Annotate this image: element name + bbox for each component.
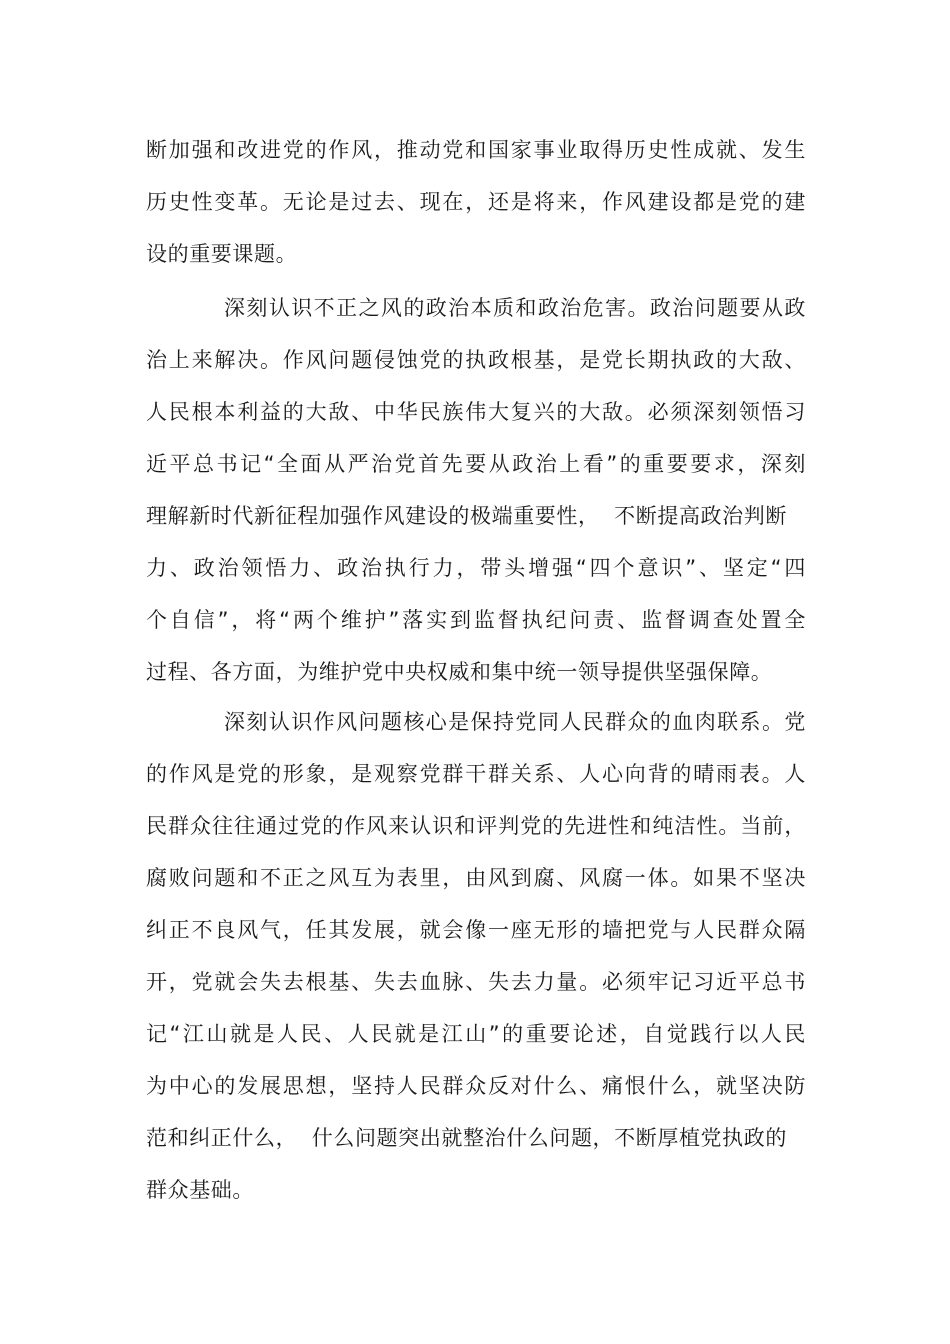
paragraph-line: 断加强和改进党的作风，推动党和国家事业取得历史性成就、发生 [146, 138, 806, 162]
paragraph-3 [146, 696, 806, 1216]
paragraph-line: 设的重要课题。 [146, 242, 298, 266]
paragraph-line: 纠正不良风气，任其发展，就会像一座无形的墙把党与人民群众隔 [146, 918, 806, 942]
paragraph-line: 人民根本利益的大敌、中华民族伟大复兴的大敌。必须深刻领悟习 [146, 400, 806, 424]
paragraph-line: 腐败问题和不正之风互为表里，由风到腐、风腐一体。如果不坚决 [146, 866, 806, 890]
paragraph-line: 个自信”，将“两个维护”落实到监督执纪问责、监督调查处置全 [146, 608, 806, 632]
paragraph-1 [146, 124, 806, 280]
paragraph-line: 记“江山就是人民、人民就是江山”的重要论述，自觉践行以人民 [146, 1022, 806, 1046]
paragraph-line: 历史性变革。无论是过去、现在，还是将来，作风建设都是党的建 [146, 190, 806, 214]
paragraph-line: 开，党就会失去根基、失去血脉、失去力量。必须牢记习近平总书 [146, 970, 806, 994]
paragraph-2 [146, 282, 806, 698]
paragraph-line: 治上来解决。作风问题侵蚀党的执政根基，是党长期执政的大敌、 [146, 348, 806, 372]
paragraph-line: 范和纠正什么， 什么问题突出就整治什么问题，不断厚植党执政的 [146, 1126, 787, 1150]
paragraph-line: 力、政治领悟力、政治执行力，带头增强“四个意识”、坚定“四 [146, 556, 806, 580]
paragraph-line: 深刻认识作风问题核心是保持党同人民群众的血肉联系。党 [224, 710, 806, 734]
paragraph-line: 的作风是党的形象，是观察党群干群关系、人心向背的晴雨表。人 [146, 762, 806, 786]
paragraph-line: 近平总书记“全面从严治党首先要从政治上看”的重要要求，深刻 [146, 452, 806, 476]
paragraph-line: 为中心的发展思想，坚持人民群众反对什么、痛恨什么，就坚决防 [146, 1074, 806, 1098]
paragraph-line: 过程、各方面，为维护党中央权威和集中统一领导提供坚强保障。 [146, 660, 773, 684]
paragraph-line: 民群众往往通过党的作风来认识和评判党的先进性和纯洁性。当前， [146, 814, 806, 838]
paragraph-line: 深刻认识不正之风的政治本质和政治危害。政治问题要从政 [224, 296, 806, 320]
paragraph-line: 理解新时代新征程加强作风建设的极端重要性， 不断提高政治判断 [146, 504, 787, 528]
paragraph-line: 群众基础。 [146, 1178, 254, 1202]
